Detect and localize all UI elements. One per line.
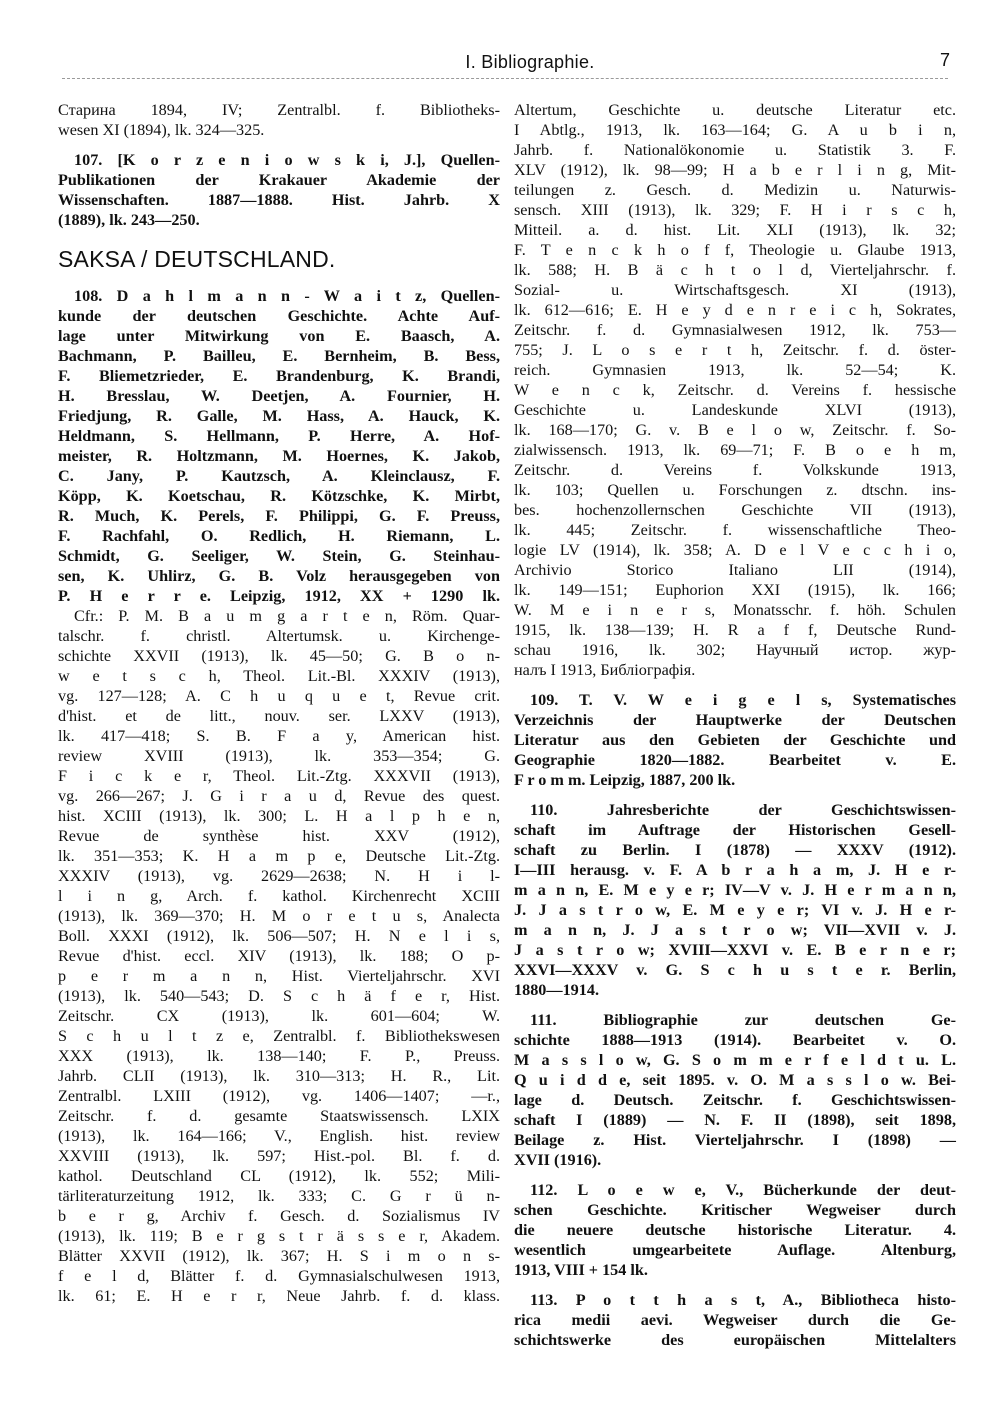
text-line: lk. 351—353; K. H a m p e, Deutsche Lit.-Ztg. — [58, 847, 500, 865]
text-line: XXVIII (1913), lk. 597; Hist.-pol. Bl. f. d. — [58, 1147, 500, 1165]
text-line: Heldmann, S. Hellmann, P. Herre, A. Hof- — [58, 427, 500, 445]
text-line: Revue d'hist. eccl. XIV (1913), lk. 188; O p- — [58, 947, 500, 965]
entry-112 — [514, 1180, 956, 1280]
text-line: Старина 1894, IV; Zentralbl. f. Bibliotheks- — [58, 101, 500, 119]
text-line: schaft zu Berlin. I (1878) — XXXV (1912). — [514, 841, 956, 859]
text-line: lk. 149—151; Euphorion XXI (1915), lk. 166; — [514, 581, 956, 599]
text-line: XXX (1913), lk. 138—140; F. P., Preuss. — [58, 1047, 500, 1065]
text-line: Revue de synthèse hist. XXV (1912), — [58, 827, 500, 845]
text-line: bes. hochenzollernschen Geschichte VII (1913), — [514, 501, 956, 519]
text-line: lk. 588; H. B ä c h t o l d, Vierteljahrschr. f. — [514, 261, 956, 279]
text-line: b e r g, Archiv f. Gesch. d. Sozialismus IV — [58, 1207, 500, 1225]
header-rule — [62, 78, 948, 79]
left-column — [58, 100, 500, 1306]
text-line: 755; J. L o s e r t h, Zeitschr. f. d. öster- — [514, 341, 956, 359]
text-line: tärliteraturzeitung 1912, lk. 333; C. G r ü n- — [58, 1187, 500, 1205]
text-line: 110. Jahresberichte der Geschichtswissen- — [530, 801, 956, 819]
text-line: Geschichte u. Landeskunde XLVI (1913), — [514, 401, 956, 419]
text-line: hist. XCIII (1913), lk. 300; L. H a l p h e n, — [58, 807, 500, 825]
text-line: XLV (1912), lk. 98—99; H a b e r l i n g, Mit- — [514, 161, 956, 179]
text-line: 107. [K o r z e n i o w s k i, J.], Quellen- — [74, 151, 500, 169]
entry-111 — [514, 1010, 956, 1170]
text-line: 108. D a h l m a n n - W a i t z, Quellen- — [74, 287, 500, 305]
right-column — [514, 100, 956, 1350]
entry-107 — [58, 150, 500, 230]
text-line: 112. L o e w e, V., Bücherkunde der deut- — [530, 1181, 956, 1199]
text-line: W e n c k, Zeitschr. d. Vereins f. hessische — [514, 381, 956, 399]
intro-block — [58, 100, 500, 140]
text-line: 109. T. V. W e i g e l s, Systematisches — [530, 691, 956, 709]
text-line: Cfr.: P. M. B a u m g a r t e n, Röm. Quar- — [74, 607, 500, 625]
section-heading: SAKSA / DEUTSCHLAND. — [58, 246, 336, 272]
text-line: M a s s l o w, G. S o m m e r f e l d t u. L. — [514, 1051, 956, 1069]
entry-110 — [514, 800, 956, 1000]
text-line: Schmidt, G. Seeliger, W. Stein, G. Steinhau- — [58, 547, 500, 565]
entry-108 — [58, 286, 500, 606]
text-line: schichte 1888—1913 (1914). Bearbeitet v. O. — [514, 1031, 956, 1049]
text-line: lk. 61; E. H e r r, Neue Jahrb. f. d. klass. — [58, 1287, 500, 1305]
text-line: (1913), lk. 369—370; H. M o r e t u s, Analecta — [58, 907, 500, 925]
text-line: lk. 417—418; S. B. F a y, American hist. — [58, 727, 500, 745]
text-line: 1913, VIII + 154 lk. — [514, 1261, 648, 1279]
text-line: wesen XI (1894), lk. 324—325. — [58, 121, 265, 139]
text-line: Boll. XXXI (1912), lk. 506—507; H. N e l i s, — [58, 927, 500, 945]
text-line: m a n n, E. M e y e r; IV—V v. J. H e r m a n n, — [514, 881, 956, 899]
text-line: 111. Bibliographie zur deutschen Ge- — [530, 1011, 956, 1029]
text-line: Zeitschr. f. d. Gymnasialwesen 1912, lk. 753— — [514, 321, 956, 339]
text-line: reich. Gymnasien 1913, lk. 52—54; K. — [514, 361, 956, 379]
text-line: Literatur aus den Gebieten der Geschichte und — [514, 731, 956, 749]
text-line: 113. P o t t h a s t, A., Bibliotheca histo- — [530, 1291, 956, 1309]
text-line: vg. 266—267; J. G i r a u d, Revue des quest. — [58, 787, 500, 805]
text-line: P. H e r r e. Leipzig, 1912, XX + 1290 lk. — [58, 587, 500, 605]
text-line: F. Bliemetzrieder, E. Brandenburg, K. Brandi, — [58, 367, 500, 385]
text-line: Jahrb. CLII (1913), lk. 310—313; H. R., Lit. — [58, 1067, 500, 1085]
text-line: W. M e i n e r s, Monatsschr. f. höh. Schulen — [514, 601, 956, 619]
text-line: teilungen z. Gesch. d. Medizin u. Naturwis- — [514, 181, 956, 199]
text-line: die neuere deutsche historische Literatur. 4. — [514, 1221, 956, 1239]
text-line: m a n n, J. J a s t r o w; VII—XVII v. J. — [514, 921, 956, 939]
text-line: J. J a s t r o w, E. M e y e r; VI v. J. H e r- — [514, 901, 956, 919]
text-line: J a s t r o w; XVIII—XXVI v. E. B e r n e r; — [514, 941, 956, 959]
text-line: schaft im Auftrage der Historischen Gesell- — [514, 821, 956, 839]
text-line: Zentralbl. LXIII (1912), vg. 1406—1407; —r., — [58, 1087, 500, 1105]
text-line: Archivio Storico Italiano LII (1914), — [514, 561, 956, 579]
text-line: (1913), lk. 540—543; D. S c h ä f e r, Hist. — [58, 987, 500, 1005]
text-line: vg. 127—128; A. C h u q u e t, Revue crit. — [58, 687, 500, 705]
text-line: w e t s c h, Theol. Lit.-Bl. XXXIV (1913), — [58, 667, 500, 685]
entry-108-reviews — [58, 606, 500, 1306]
text-line: I Abtlg., 1913, lk. 163—164; G. A u b i n, — [514, 121, 956, 139]
text-line: XXXIV (1913), vg. 2629—2638; N. H i l- — [58, 867, 500, 885]
text-line: налъ I 1913, Библіографія. — [514, 661, 696, 679]
text-line: Zeitschr. d. Vereins f. Volkskunde 1913, — [514, 461, 956, 479]
text-line: lk. 168—170; G. v. B e l o w, Zeitschr. f. So- — [514, 421, 956, 439]
text-line: F. T e n c k h o f f, Theologie u. Glaube 1913, — [514, 241, 956, 259]
page-number: 7 — [939, 50, 950, 70]
text-line: schichte XXVII (1913), lk. 45—50; G. B o n- — [58, 647, 500, 665]
text-line: C. Jany, P. Kautzsch, A. Kleinclausz, F. — [58, 467, 500, 485]
text-line: Verzeichnis der Hauptwerke der Deutschen — [514, 711, 956, 729]
text-line: F i c k e r, Theol. Lit.-Ztg. XXXVII (1913), — [58, 767, 500, 785]
entry-113 — [514, 1290, 956, 1350]
text-line: Bachmann, P. Bailleu, E. Bernheim, B. Bess, — [58, 347, 500, 365]
text-line: logie LV (1914), lk. 358; A. D e l V e c c h i o, — [514, 541, 956, 559]
text-line: S c h u l t z e, Zentralbl. f. Bibliothekswesen — [58, 1027, 500, 1045]
text-line: wesentlich umgearbeitete Auflage. Altenburg, — [514, 1241, 956, 1259]
text-line: XXVI—XXXV v. G. S c h u s t e r. Berlin, — [514, 961, 956, 979]
text-line: schaft I (1889) — N. F. II (1898), seit 1898, — [514, 1111, 956, 1129]
entry-108-reviews-continued — [514, 100, 956, 680]
text-line: review XVIII (1913), lk. 353—354; G. — [58, 747, 500, 765]
text-line: lage unter Mitwirkung von E. Baasch, A. — [58, 327, 500, 345]
text-line: schen Geschichte. Kritischer Wegweiser durch — [514, 1201, 956, 1219]
text-line: (1913), lk. 164—166; V., English. hist. review — [58, 1127, 500, 1145]
text-line: rica medii aevi. Wegweiser durch die Ge- — [514, 1311, 956, 1329]
text-line: lage d. Deutsch. Zeitschr. f. Geschichtswissen- — [514, 1091, 956, 1109]
text-line: 1880—1914. — [514, 981, 599, 999]
text-line: talschr. f. christl. Altertumsk. u. Kirchenge- — [58, 627, 500, 645]
text-line: lk. 103; Quellen u. Forschungen z. dtschn. ins- — [514, 481, 956, 499]
text-line: Q u i d d e, seit 1895. v. O. M a s s l o w. Bei- — [514, 1071, 956, 1089]
text-line: sensch. XIII (1913), lk. 329; F. H i r s c h, — [514, 201, 956, 219]
text-line: Zeitschr. CX (1913), lk. 601—604; W. — [58, 1007, 500, 1025]
text-line: lk. 445; Zeitschr. f. wissenschaftliche Theo- — [514, 521, 956, 539]
text-line: Sozial- u. Wirtschaftsgesch. XI (1913), — [514, 281, 956, 299]
text-line: schichtswerke des europäischen Mittelalters — [514, 1331, 956, 1349]
text-line: schau 1916, lk. 302; Научный истор. жур- — [514, 641, 956, 659]
text-line: l i n g, Arch. f. kathol. Kirchenrecht XCIII — [58, 887, 500, 905]
text-line: f e l d, Blätter f. d. Gymnasialschulwesen 1913, — [58, 1267, 500, 1285]
text-line: d'hist. et de litt., nouv. ser. LXXV (1913), — [58, 707, 500, 725]
text-line: Wissenschaften. 1887—1888. Hist. Jahrb. X — [58, 191, 500, 209]
text-line: zialwissensch. 1913, lk. 69—71; F. B o e h m, — [514, 441, 956, 459]
text-line: p e r m a n n, Hist. Vierteljahrschr. XVI — [58, 967, 500, 985]
text-line: sen, K. Uhlirz, G. B. Volz herausgegeben von — [58, 567, 500, 585]
text-line: Friedjung, R. Galle, M. Hass, A. Hauck, K. — [58, 407, 500, 425]
text-line: Altertum, Geschichte u. deutsche Literatur etc. — [514, 101, 956, 119]
text-line: Jahrb. f. Nationalökonomie u. Statistik 3. F. — [514, 141, 956, 159]
text-line: (1913), lk. 119; B e r g s t r ä s s e r, Akadem. — [58, 1227, 500, 1245]
text-line: H. Bresslau, W. Deetjen, A. Fournier, H. — [58, 387, 500, 405]
text-line: Mitteil. a. d. hist. Lit. XLI (1913), lk. 32; — [514, 221, 956, 239]
running-title: I. Bibliographie. — [465, 52, 595, 72]
text-line: R. Much, K. Perels, F. Philippi, G. F. Preuss, — [58, 507, 500, 525]
text-line: kathol. Deutschland CL (1912), lk. 552; Mili- — [58, 1167, 500, 1185]
text-line: Publikationen der Krakauer Akademie der — [58, 171, 500, 189]
text-line: F. Rachfahl, O. Redlich, H. Riemann, L. — [58, 527, 500, 545]
text-line: I—III herausg. v. F. A b r a h a m, J. H e r- — [514, 861, 956, 879]
text-line: kunde der deutschen Geschichte. Achte Auf- — [58, 307, 500, 325]
text-line: Köpp, K. Koetschau, R. Kötzschke, K. Mirbt, — [58, 487, 500, 505]
text-line: F r o m m. Leipzig, 1887, 200 lk. — [514, 771, 736, 789]
text-line: 1915, lk. 138—139; H. R a f f, Deutsche Rund- — [514, 621, 956, 639]
text-line: meister, R. Holtzmann, M. Hoernes, K. Jakob, — [58, 447, 500, 465]
entry-109 — [514, 690, 956, 790]
text-line: XVII (1916). — [514, 1151, 602, 1169]
text-line: Blätter XXVII (1912), lk. 367; H. S i m o n s- — [58, 1247, 500, 1265]
text-line: (1889), lk. 243—250. — [58, 211, 200, 229]
text-line: Beilage z. Hist. Vierteljahrschr. I (1898) — — [514, 1131, 956, 1149]
text-line: Geographie 1820—1882. Bearbeitet v. E. — [514, 751, 956, 769]
text-line: Zeitschr. f. d. gesamte Staatswissensch. LXIX — [58, 1107, 500, 1125]
text-line: lk. 612—616; E. H e y d e n r e i c h, Sokrates, — [514, 301, 956, 319]
